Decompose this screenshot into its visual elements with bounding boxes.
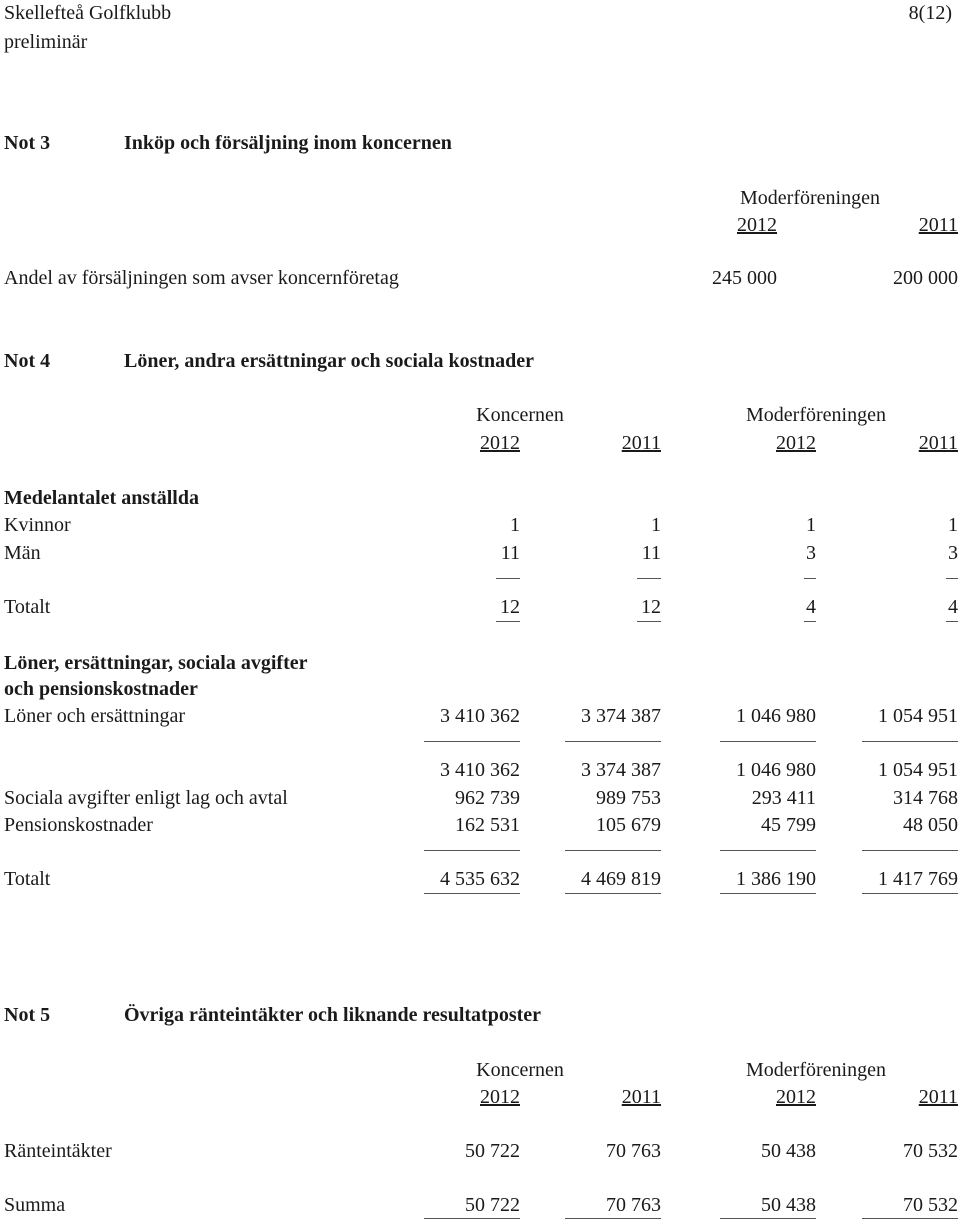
page-number: 8(12) [908, 2, 952, 24]
note-5-title: Övriga ränteintäkter och liknande resultatposter [124, 1004, 542, 1026]
staff-heading: Medelantalet anställda [4, 487, 199, 509]
note-3-year-2012: 2012 [737, 214, 777, 236]
total-value: 4 [948, 596, 958, 618]
row-value: 11 [500, 542, 520, 564]
total-underline [804, 621, 816, 622]
salaries-heading: Löner, ersättningar, sociala avgifter [4, 652, 308, 674]
sum-value: 70 763 [606, 1194, 661, 1216]
total-underline [946, 621, 958, 622]
row-label: Sociala avgifter enligt lag och avtal [4, 787, 288, 809]
salaries-heading-cont: och pensionskostnader [4, 678, 198, 700]
sum-underline [424, 1218, 520, 1219]
subtotal-rule [862, 741, 958, 742]
year-header: 2012 [480, 432, 520, 454]
note-3-number: Not 3 [4, 132, 51, 154]
organization-name: Skellefteå Golfklubb [4, 2, 172, 24]
note-3-year-2011: 2011 [918, 214, 958, 236]
row-value: 1 046 980 [736, 705, 816, 727]
total-underline [862, 893, 958, 894]
note-4-number: Not 4 [4, 350, 51, 372]
row-label: Ränteintäkter [4, 1140, 112, 1162]
row-label: Totalt [4, 596, 51, 618]
total-value: 4 535 632 [440, 868, 520, 890]
year-header: 2011 [918, 432, 958, 454]
row-value: 105 679 [596, 814, 661, 836]
total-rule [565, 850, 661, 851]
row-value: 3 [806, 542, 816, 564]
row-label: Löner och ersättningar [4, 705, 186, 727]
row-value: 1 [510, 514, 520, 536]
subtotal-rule [424, 741, 520, 742]
group-header-moderforeningen: Moderföreningen [746, 1059, 886, 1081]
sum-value: 50 438 [761, 1194, 816, 1216]
row-value: 3 374 387 [581, 705, 661, 727]
year-header: 2011 [621, 432, 661, 454]
sum-underline [565, 1218, 661, 1219]
subtotal-rule [565, 741, 661, 742]
row-value: 3 410 362 [440, 705, 520, 727]
row-value: 1 [651, 514, 661, 536]
row-label: Kvinnor [4, 514, 71, 536]
row-label: Summa [4, 1194, 66, 1216]
note-5-number: Not 5 [4, 1004, 51, 1026]
subtotal-value: 1 054 951 [878, 759, 958, 781]
subtotal-rule [720, 741, 816, 742]
year-header: 2011 [918, 1086, 958, 1108]
year-header: 2012 [776, 1086, 816, 1108]
row-label: Andel av försäljningen som avser koncernföretag [4, 267, 399, 289]
sum-value: 70 532 [903, 1194, 958, 1216]
total-underline [496, 621, 520, 622]
row-value: 70 532 [903, 1140, 958, 1162]
subtotal-value: 1 046 980 [736, 759, 816, 781]
total-value: 1 417 769 [878, 868, 958, 890]
sum-underline [720, 1218, 816, 1219]
row-label: Totalt [4, 868, 51, 890]
group-header-moderforeningen: Moderföreningen [746, 404, 886, 426]
note-3-title: Inköp och försäljning inom koncernen [124, 132, 452, 154]
row-value: 45 799 [761, 814, 816, 836]
row-value: 50 438 [761, 1140, 816, 1162]
row-value: 1 [948, 514, 958, 536]
total-rule [637, 578, 661, 579]
document-status: preliminär [4, 31, 88, 53]
total-underline [424, 893, 520, 894]
total-rule [804, 578, 816, 579]
row-value: 1 054 951 [878, 705, 958, 727]
row-value: 962 739 [455, 787, 520, 809]
row-value: 50 722 [465, 1140, 520, 1162]
total-value: 12 [641, 596, 661, 618]
total-value: 4 [806, 596, 816, 618]
total-rule [720, 850, 816, 851]
year-header: 2012 [480, 1086, 520, 1108]
total-underline [637, 621, 661, 622]
total-value: 1 386 190 [736, 868, 816, 890]
row-value: 293 411 [751, 787, 816, 809]
total-value: 12 [500, 596, 520, 618]
total-value: 4 469 819 [581, 868, 661, 890]
total-rule [424, 850, 520, 851]
row-value: 48 050 [903, 814, 958, 836]
row-value: 989 753 [596, 787, 661, 809]
note-4-title: Löner, andra ersättningar och sociala kostnader [124, 350, 535, 372]
row-value: 245 000 [712, 267, 777, 289]
total-rule [862, 850, 958, 851]
subtotal-value: 3 410 362 [440, 759, 520, 781]
row-value: 314 768 [893, 787, 958, 809]
total-rule [496, 578, 520, 579]
row-value: 162 531 [455, 814, 520, 836]
row-value: 70 763 [606, 1140, 661, 1162]
row-value: 200 000 [893, 267, 958, 289]
group-header-koncernen: Koncernen [476, 404, 564, 426]
year-header: 2011 [621, 1086, 661, 1108]
total-underline [565, 893, 661, 894]
row-value: 11 [641, 542, 661, 564]
total-rule [946, 578, 958, 579]
row-label: Män [4, 542, 41, 564]
row-label: Pensionskostnader [4, 814, 153, 836]
sum-underline [862, 1218, 958, 1219]
row-value: 1 [806, 514, 816, 536]
row-value: 3 [948, 542, 958, 564]
note-3-group-header: Moderföreningen [740, 187, 880, 209]
year-header: 2012 [776, 432, 816, 454]
sum-value: 50 722 [465, 1194, 520, 1216]
subtotal-value: 3 374 387 [581, 759, 661, 781]
group-header-koncernen: Koncernen [476, 1059, 564, 1081]
total-underline [720, 893, 816, 894]
